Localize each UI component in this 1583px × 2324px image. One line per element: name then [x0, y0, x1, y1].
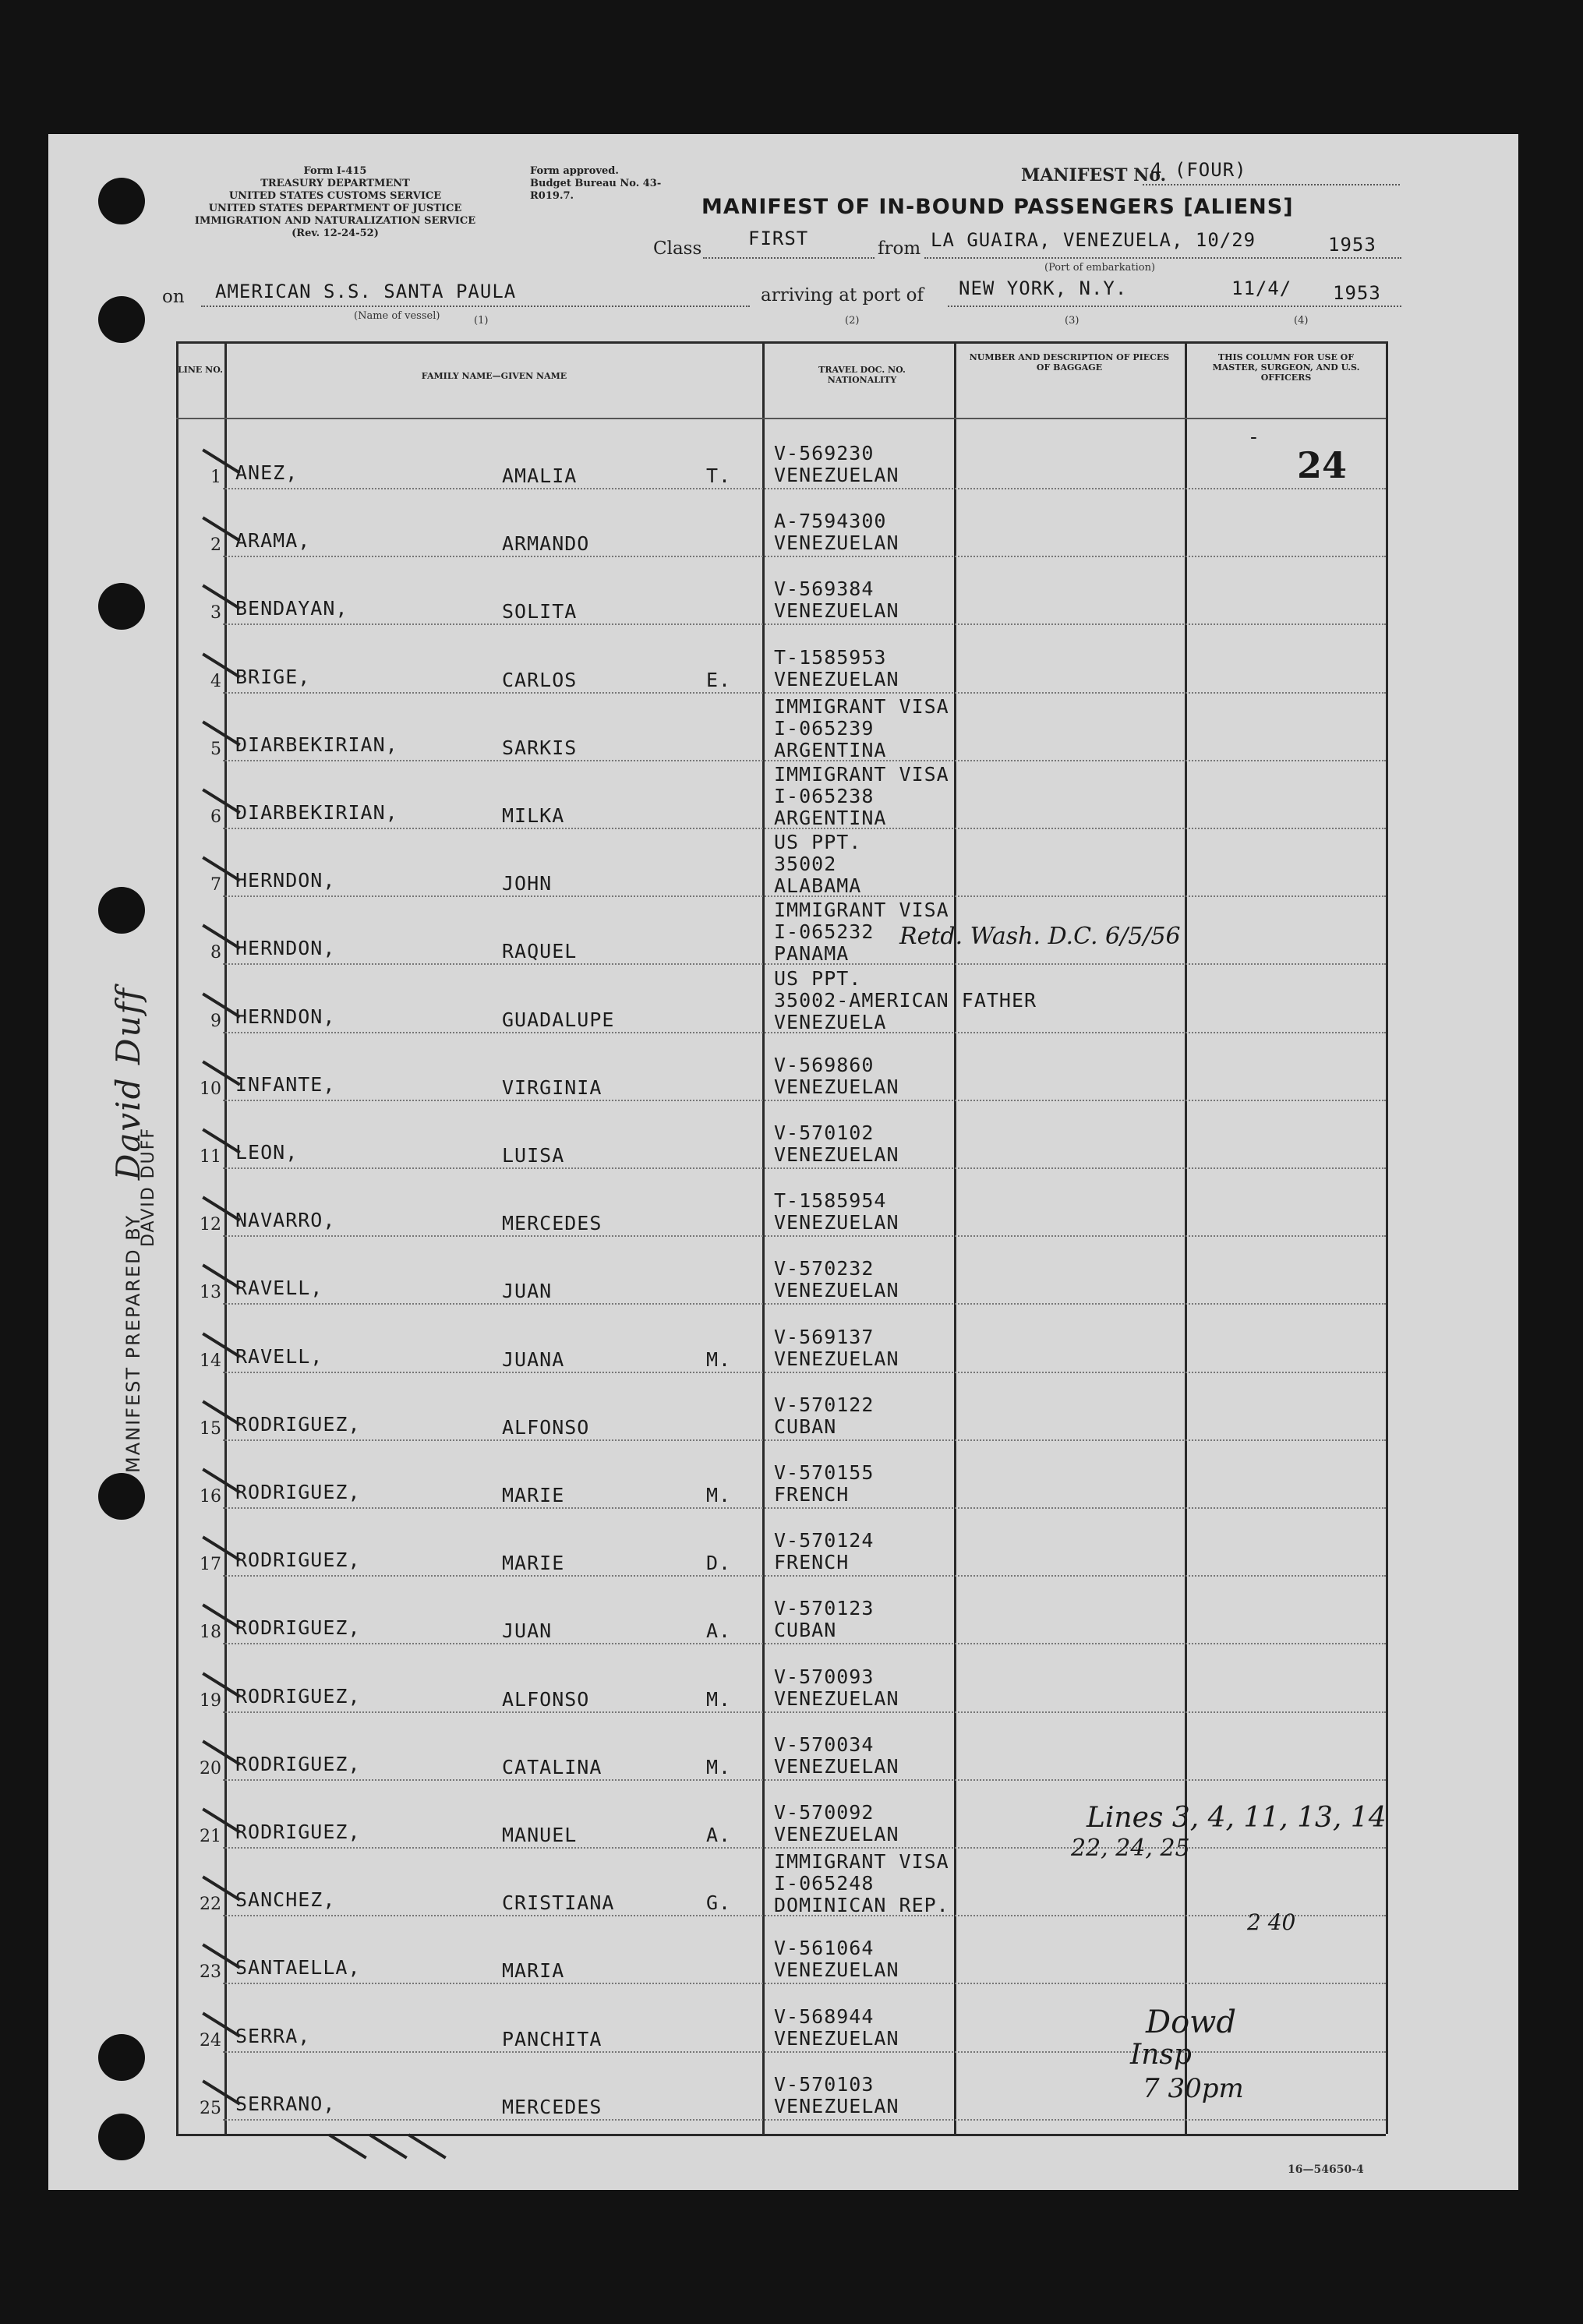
travel-doc-line: VENEZUELAN — [774, 2095, 899, 2117]
given-name: MARIE — [502, 1552, 565, 1574]
agency-ins: IMMIGRATION AND NATURALIZATION SERVICE — [194, 215, 476, 227]
table-row — [176, 1442, 1386, 1510]
travel-doc-line: V-570093 — [774, 1665, 875, 1688]
line-number: 16 — [200, 1487, 221, 1506]
row-rule — [223, 828, 1386, 829]
travel-doc-line: V-570123 — [774, 1597, 875, 1619]
agency-justice: UNITED STATES DEPARTMENT OF JUSTICE — [208, 203, 462, 214]
given-name: MILKA — [502, 804, 565, 827]
travel-doc-line: VENEZUELAN — [774, 599, 899, 622]
given-name: MARIE — [502, 1484, 565, 1506]
line-number: 1 — [210, 468, 221, 487]
travel-doc-line: VENEZUELAN — [774, 1143, 899, 1166]
travel-doc-line: DOMINICAN REP. — [774, 1894, 949, 1916]
row-rule — [223, 1983, 1386, 1984]
middle-initial: A. — [706, 1619, 732, 1642]
line-number: 9 — [210, 1012, 221, 1031]
middle-initial: M. — [706, 1756, 732, 1778]
family-name: RODRIGUEZ, — [235, 1685, 361, 1708]
row-rule — [223, 1711, 1386, 1713]
row-rule — [223, 1507, 1386, 1509]
row-rule — [223, 1372, 1386, 1373]
punch-hole — [98, 2114, 145, 2160]
table-row — [176, 898, 1386, 966]
line-number: 18 — [200, 1623, 221, 1642]
travel-doc-line: VENEZUELAN — [774, 668, 899, 690]
given-name: AMALIA — [502, 464, 578, 487]
given-name: GUADALUPE — [502, 1008, 615, 1031]
travel-doc-line: VENEZUELAN — [774, 1211, 899, 1234]
row-rule — [223, 1575, 1386, 1577]
line-number: 8 — [210, 943, 221, 962]
dotted-line — [703, 257, 875, 259]
travel-doc-line: IMMIGRANT VISA — [774, 1850, 949, 1873]
table-row — [176, 627, 1386, 694]
inspector-initials: 2 40 — [1247, 1909, 1296, 1935]
row-rule — [223, 1235, 1386, 1237]
table-row — [176, 1849, 1386, 1917]
travel-doc-line: V-569860 — [774, 1054, 875, 1076]
row-rule — [223, 1303, 1386, 1305]
family-name: RAVELL, — [235, 1277, 323, 1299]
travel-doc-line: V-570092 — [774, 1801, 875, 1824]
from-year: 1953 — [1328, 234, 1376, 256]
table-row — [176, 966, 1386, 1034]
travel-doc-line: A-7594300 — [774, 510, 887, 532]
middle-initial: G. — [706, 1891, 732, 1914]
travel-doc-line: PANAMA — [774, 942, 850, 965]
line-number: 2 — [210, 535, 221, 555]
punch-hole — [98, 887, 145, 934]
row-rule — [223, 623, 1386, 625]
from-label: from — [878, 238, 921, 259]
line-number: 6 — [210, 807, 221, 827]
preparer-signature: David Duff — [109, 987, 147, 1181]
form-number: Form I-415 — [303, 165, 367, 177]
port-embarkation-caption: (Port of embarkation) — [1044, 262, 1156, 274]
col-num-3: (3) — [1065, 315, 1079, 327]
table-row — [176, 762, 1386, 830]
col-num-1: (1) — [474, 315, 489, 327]
punch-hole — [98, 2034, 145, 2081]
agency-customs: UNITED STATES CUSTOMS SERVICE — [228, 190, 442, 202]
retained-note: Retd. Wash. D.C. 6/5/56 — [899, 923, 1181, 950]
travel-doc-line: V-570102 — [774, 1121, 875, 1144]
manifest-no-label: MANIFEST No. — [1021, 165, 1167, 185]
line-number: 13 — [200, 1283, 221, 1302]
line-number: 12 — [200, 1215, 221, 1234]
line-number: 7 — [210, 875, 221, 895]
family-name: LEON, — [235, 1141, 299, 1164]
preparer-name: DAVID DUFF — [139, 1126, 158, 1247]
line-number: 10 — [200, 1079, 221, 1099]
given-name: ARMANDO — [502, 532, 590, 555]
row-rule — [223, 1847, 1386, 1849]
table-row — [176, 1646, 1386, 1714]
line-number: 24 — [200, 2031, 221, 2050]
family-name: BENDAYAN, — [235, 597, 348, 620]
vessel-caption: (Name of vessel) — [354, 310, 440, 322]
given-name: LUISA — [502, 1144, 565, 1167]
travel-doc-line: VENEZUELAN — [774, 1075, 899, 1098]
form-revision: (Rev. 12-24-52) — [292, 228, 379, 239]
given-name: JUAN — [502, 1280, 553, 1302]
col-border — [1386, 341, 1388, 2134]
arriving-label: arriving at port of — [761, 285, 924, 306]
travel-doc-line: I-065238 — [774, 785, 875, 807]
line-number: 21 — [200, 1827, 221, 1846]
family-name: INFANTE, — [235, 1073, 336, 1096]
line-number: 4 — [210, 672, 221, 691]
travel-doc-line: V-561064 — [774, 1937, 875, 1959]
row-rule — [223, 556, 1386, 557]
given-name: JUANA — [502, 1348, 565, 1371]
family-name: SANTAELLA, — [235, 1956, 361, 1979]
travel-doc-line: V-570122 — [774, 1393, 875, 1416]
family-name: RODRIGUEZ, — [235, 1549, 361, 1571]
given-name: SOLITA — [502, 600, 578, 623]
manifest-no-value: 4 (FOUR) — [1150, 159, 1247, 181]
arrival-year: 1953 — [1333, 282, 1381, 304]
travel-doc-line: 35002-AMERICAN FATHER — [774, 989, 1037, 1012]
travel-doc-line: I-065248 — [774, 1872, 875, 1895]
dotted-line — [948, 306, 1401, 307]
travel-doc-line: VENEZUELAN — [774, 1347, 899, 1370]
line-number: 20 — [200, 1759, 221, 1778]
lines-note-1: Lines 3, 4, 11, 13, 14 — [1087, 1802, 1387, 1834]
middle-initial: T. — [706, 464, 732, 487]
given-name: CATALINA — [502, 1756, 602, 1778]
travel-doc-line: FRENCH — [774, 1551, 850, 1573]
family-name: HERNDON, — [235, 1005, 336, 1028]
middle-initial: D. — [706, 1552, 732, 1574]
family-name: RAVELL, — [235, 1345, 323, 1368]
given-name: RAQUEL — [502, 940, 578, 962]
row-rule — [223, 1167, 1386, 1169]
row-rule — [223, 2051, 1386, 2053]
family-name: DIARBEKIRIAN, — [235, 733, 398, 756]
line-number: 11 — [200, 1147, 221, 1167]
travel-doc-line: VENEZUELA — [774, 1011, 887, 1033]
family-name: HERNDON, — [235, 937, 336, 959]
travel-doc-line: V-569137 — [774, 1326, 875, 1348]
punch-hole — [98, 1473, 145, 1520]
dotted-line — [924, 257, 1401, 259]
dotted-line — [201, 306, 750, 307]
travel-doc-line: I-065232 — [774, 920, 875, 943]
travel-doc-line: 35002 — [774, 853, 837, 875]
row-rule — [223, 488, 1386, 489]
travel-doc-line: T-1585953 — [774, 646, 887, 669]
family-name: ANEZ, — [235, 461, 299, 484]
travel-doc-line: VENEZUELAN — [774, 532, 899, 554]
row-rule — [223, 1915, 1386, 1916]
arrival-port: NEW YORK, N.Y. — [959, 277, 1128, 299]
table-row — [176, 1714, 1386, 1782]
travel-doc-line: V-569384 — [774, 577, 875, 600]
middle-initial: A. — [706, 1824, 732, 1846]
lines-note-2: 22, 24, 25 — [1071, 1835, 1190, 1862]
row-rule — [223, 1100, 1386, 1101]
line-number: 15 — [200, 1419, 221, 1439]
family-name: RODRIGUEZ, — [235, 1616, 361, 1639]
given-name: ALFONSO — [502, 1416, 590, 1439]
middle-initial: M. — [706, 1484, 732, 1506]
class-value: FIRST — [748, 228, 809, 249]
given-name: MANUEL — [502, 1824, 578, 1846]
table-row — [176, 1917, 1386, 1985]
passenger-count: 24 — [1297, 444, 1348, 486]
travel-doc-line: V-570034 — [774, 1733, 875, 1756]
travel-doc-line: CUBAN — [774, 1619, 837, 1641]
table-row — [176, 694, 1386, 762]
travel-doc-line: VENEZUELAN — [774, 1279, 899, 1302]
travel-doc-line: VENEZUELAN — [774, 1958, 899, 1981]
family-name: ARAMA, — [235, 529, 311, 552]
row-rule — [223, 1779, 1386, 1781]
line-number: 22 — [200, 1895, 221, 1914]
family-name: RODRIGUEZ, — [235, 1481, 361, 1503]
given-name: PANCHITA — [502, 2028, 602, 2050]
header-travel-doc: TRAVEL DOC. NO. NATIONALITY — [818, 365, 906, 385]
table-row — [176, 1510, 1386, 1577]
dotted-line — [1143, 184, 1400, 185]
inspector-title: Insp — [1130, 2039, 1192, 2071]
punch-hole — [98, 583, 145, 630]
row-rule — [223, 895, 1386, 897]
agency-treasury: TREASURY DEPARTMENT — [260, 178, 410, 189]
inspection-time: 7 30pm — [1143, 2073, 1244, 2104]
page-title: MANIFEST OF IN-BOUND PASSENGERS [ALIENS] — [701, 195, 1294, 219]
family-name: RODRIGUEZ, — [235, 1821, 361, 1843]
given-name: JOHN — [502, 872, 553, 895]
form-print-code: 16—54650-4 — [1288, 2163, 1364, 2176]
family-name: SERRA, — [235, 2025, 311, 2047]
given-name: CARLOS — [502, 669, 578, 691]
table-row — [176, 830, 1386, 898]
col-num-2: (2) — [845, 315, 860, 327]
row-rule — [223, 1439, 1386, 1441]
header-line-no: LINE NO. — [178, 365, 223, 375]
table-top-border — [176, 341, 1386, 344]
class-label: Class — [653, 238, 702, 259]
table-row — [176, 422, 1386, 490]
travel-doc-line: VENEZUELAN — [774, 464, 899, 486]
row-rule — [223, 2119, 1386, 2121]
table-row — [176, 1102, 1386, 1170]
given-name: MERCEDES — [502, 1212, 602, 1234]
travel-doc-line: I-065239 — [774, 717, 875, 740]
given-name: CRISTIANA — [502, 1891, 615, 1914]
travel-doc-line: US PPT. — [774, 967, 862, 990]
row-rule — [223, 1643, 1386, 1644]
on-label: on — [162, 287, 185, 307]
table-row — [176, 1034, 1386, 1102]
header-baggage: NUMBER AND DESCRIPTION OF PIECES OF BAGGAGE — [969, 352, 1170, 373]
given-name: SARKIS — [502, 736, 578, 759]
travel-doc-line: V-570155 — [774, 1461, 875, 1484]
header-divider — [176, 418, 1386, 419]
travel-doc-line: FRENCH — [774, 1483, 850, 1506]
col-num-4: (4) — [1294, 315, 1309, 327]
given-name: ALFONSO — [502, 1688, 590, 1711]
travel-doc-line: VENEZUELAN — [774, 1823, 899, 1845]
travel-doc-line: CUBAN — [774, 1415, 837, 1438]
given-name: VIRGINIA — [502, 1076, 602, 1099]
travel-doc-line: IMMIGRANT VISA — [774, 899, 949, 921]
punch-hole — [98, 296, 145, 343]
travel-doc-line: IMMIGRANT VISA — [774, 695, 949, 718]
travel-doc-line: ARGENTINA — [774, 807, 887, 829]
vessel-name: AMERICAN S.S. SANTA PAULA — [215, 281, 517, 302]
row-rule — [223, 1032, 1386, 1033]
family-name: BRIGE, — [235, 666, 311, 688]
given-name: JUAN — [502, 1619, 553, 1642]
passenger-table — [176, 341, 1386, 2134]
travel-doc-line: VENEZUELAN — [774, 2027, 899, 2050]
table-row — [176, 1170, 1386, 1238]
middle-initial: M. — [706, 1348, 732, 1371]
row-rule — [223, 692, 1386, 694]
travel-doc-line: V-570103 — [774, 2073, 875, 2096]
travel-doc-line: T-1585954 — [774, 1189, 887, 1212]
family-name: HERNDON, — [235, 869, 336, 892]
form-approved: Form approved. — [530, 165, 619, 177]
punch-hole — [98, 178, 145, 224]
family-name: SERRANO, — [235, 2093, 336, 2115]
line-number: 3 — [210, 603, 221, 623]
prepared-by-label: MANIFEST PREPARED BY — [122, 1213, 144, 1473]
row-rule — [223, 760, 1386, 761]
from-value: LA GUAIRA, VENEZUELA, 10/29 — [931, 229, 1256, 251]
travel-doc-line: V-568944 — [774, 2005, 875, 2028]
family-name: DIARBEKIRIAN, — [235, 801, 398, 824]
header-name: FAMILY NAME—GIVEN NAME — [421, 371, 567, 381]
given-name: MERCEDES — [502, 2096, 602, 2118]
travel-doc-line: IMMIGRANT VISA — [774, 763, 949, 786]
table-row — [176, 1374, 1386, 1442]
line-number: 17 — [200, 1555, 221, 1574]
travel-doc-line: ALABAMA — [774, 874, 862, 897]
line-number: 14 — [200, 1351, 221, 1371]
approval-block — [530, 165, 686, 203]
travel-doc-line: V-570124 — [774, 1529, 875, 1552]
family-name: RODRIGUEZ, — [235, 1413, 361, 1436]
table-row — [176, 558, 1386, 626]
header-officers: THIS COLUMN FOR USE OF MASTER, SURGEON, AND U.S. OFFICERS — [1212, 352, 1360, 383]
travel-doc-line: ARGENTINA — [774, 739, 887, 761]
given-name: MARIA — [502, 1959, 565, 1982]
travel-doc-line: V-570232 — [774, 1257, 875, 1280]
agency-block — [164, 165, 507, 240]
budget-bureau-no: Budget Bureau No. 43-R019.7. — [530, 178, 662, 202]
arrival-date: 11/4/ — [1231, 277, 1292, 299]
table-row — [176, 1238, 1386, 1305]
middle-initial: E. — [706, 669, 732, 691]
table-row — [176, 490, 1386, 558]
line-number: 19 — [200, 1691, 221, 1711]
line-number: 23 — [200, 1962, 221, 1982]
line-number: 25 — [200, 2099, 221, 2118]
travel-doc-line: VENEZUELAN — [774, 1755, 899, 1778]
table-bottom-border — [176, 2134, 1386, 2136]
travel-doc-line: VENEZUELAN — [774, 1687, 899, 1710]
travel-doc-line: V-569230 — [774, 442, 875, 464]
family-name: NAVARRO, — [235, 1209, 336, 1231]
inspector-signature: Dowd — [1146, 2004, 1236, 2040]
family-name: SANCHEZ, — [235, 1888, 336, 1911]
table-row — [176, 1577, 1386, 1645]
row-rule — [223, 963, 1386, 965]
count-dash: - — [1250, 426, 1257, 449]
travel-doc-line: US PPT. — [774, 831, 862, 853]
family-name: RODRIGUEZ, — [235, 1753, 361, 1775]
table-row — [176, 1306, 1386, 1374]
line-number: 5 — [210, 740, 221, 759]
middle-initial: M. — [706, 1688, 732, 1711]
